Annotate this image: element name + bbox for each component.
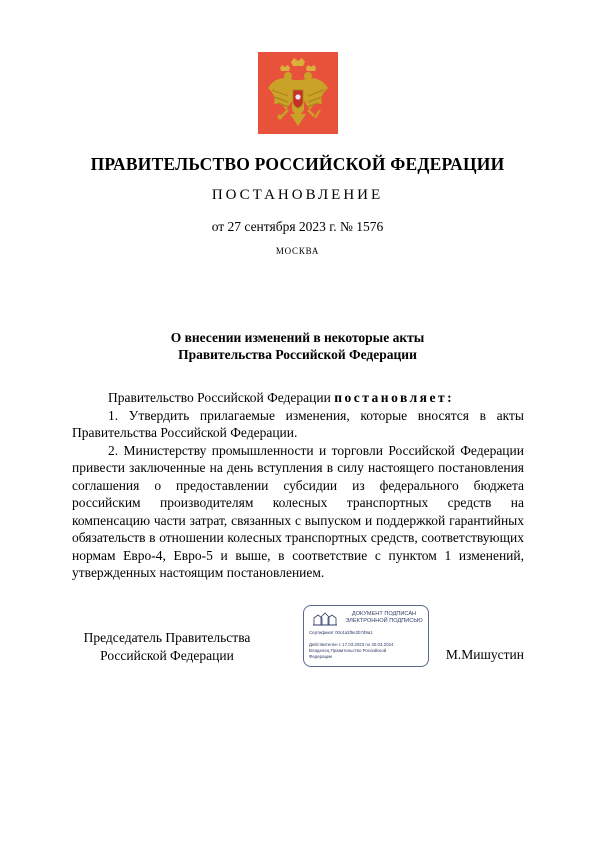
- body-item-1: 1. Утвердить прилагаемые изменения, которые вносятся в акты Правительства Российской Федерации.: [72, 407, 524, 440]
- subject-line-1: О внесении изменений в некоторые акты: [170, 330, 425, 345]
- resolution-intro: [72, 389, 524, 407]
- stamp-validity: Действителен с 17.03.2023 по 30.03.2024: [309, 642, 394, 647]
- signer-title-line-2: Российской Федерации: [100, 648, 234, 663]
- signer-name: М.Мишустин: [445, 647, 524, 662]
- intro-text: Правительство Российской Федерации: [108, 390, 335, 405]
- subject-line-2: Правительства Российской Федерации: [178, 347, 417, 362]
- government-title: ПРАВИТЕЛЬСТВО РОССИЙСКОЙ ФЕДЕРАЦИИ: [90, 154, 505, 174]
- body-item-2: 2. Министерству промышленности и торговли Российской Федерации привести заключенные на день вступления в силу настоящего постановления соглашения о предоставлении субсидии из федерального бюджета российским производителям колесных транспортных средств на компенсацию части затрат, связанных с выпуском и поддержкой гарантийных обязательств в отношении колесных транспортных средств, соответствующих нормам Евро-4, Евро-5 и выше, в соответствие с пунктом 1 изменений, утвержденных настоящим постановлением.: [72, 442, 524, 580]
- digital-signature-icon: [312, 612, 338, 626]
- digital-signature-stamp: [303, 605, 429, 667]
- signer-title: [72, 629, 262, 665]
- stamp-owner-cont: Федерации: [309, 654, 332, 659]
- stamp-heading-line-1: ДОКУМЕНТ ПОДПИСАН: [351, 611, 417, 617]
- stamp-heading: [342, 611, 426, 625]
- stamp-heading-line-2: ЭЛЕКТРОННОЙ ПОДПИСЬЮ: [345, 618, 423, 624]
- document-date-number: от 27 сентября 2023 г. № 1576: [211, 219, 384, 234]
- document-subject: [0, 329, 595, 363]
- coat-of-arms-icon: [258, 52, 338, 134]
- document-body: [72, 389, 524, 582]
- stamp-certificate: Сертификат 00c4a3f5e2b7d9a1: [309, 630, 373, 635]
- document-city: МОСКВА: [275, 246, 320, 256]
- signer-title-line-1: Председатель Правительства: [83, 630, 251, 645]
- resolves-word: постановляет:: [334, 390, 455, 405]
- document-type: ПОСТАНОВЛЕНИЕ: [211, 187, 384, 203]
- stamp-owner: Владелец Правительство Российской: [309, 648, 387, 653]
